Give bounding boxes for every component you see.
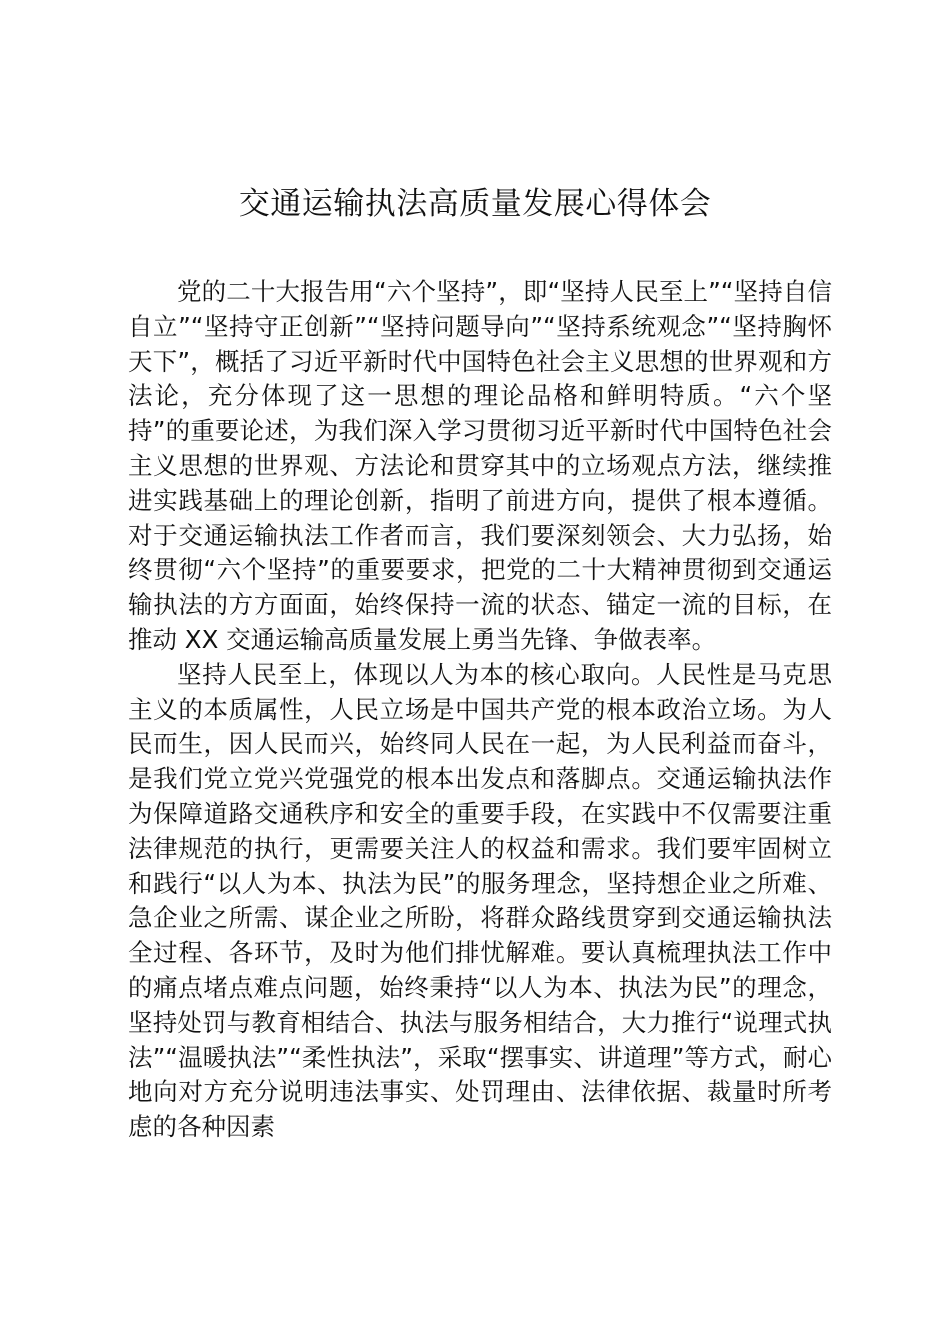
document-body xyxy=(128,275,832,1145)
page-title: 交通运输执法高质量发展心得体会 xyxy=(238,186,712,222)
paragraph-2: 坚持人民至上，体现以人为本的核心取向。人民性是马克思主义的本质属性，人民立场是中国共产党的根本政治立场。为人民而生，因人民而兴，始终同人民在一起，为人民利益而奋斗，是我们党立党兴党强党的根本出发点和落脚点。交通运输执法作为保障道路交通秩序和安全的重要手段，在实践中不仅需要注重法律规范的执行，更需要关注人的权益和需求。我们要牢固树立和践行“以人为本、执法为民”的服务理念，坚持想企业之所难、急企业之所需、谋企业之所盼，将群众路线贯穿到交通运输执法全过程、各环节，及时为他们排忧解难。要认真梳理执法工作中的痛点堵点难点问题，始终秉持“以人为本、执法为民”的理念，坚持处罚与教育相结合、执法与服务相结合，大力推行“说理式执法”“温暖执法”“柔性执法”，采取“摆事实、讲道理”等方式，耐心地向对方充分说明违法事实、处罚理由、法律依据、裁量时所考虑的各种因素 xyxy=(128,659,832,1142)
paragraph-1: 党的二十大报告用“六个坚持”，即“坚持人民至上”“坚持自信自立”“坚持守正创新”“坚持问题导向”“坚持系统观念”“坚持胸怀天下”，概括了习近平新时代中国特色社会主义思想的世界观和方法论，充分体现了这一思想的理论品格和鲜明特质。“六个坚持”的重要论述，为我们深入学习贯彻习近平新时代中国特色社会主义思想的世界观、方法论和贯穿其中的立场观点方法，继续推进实践基础上的理论创新，指明了前进方向，提供了根本遵循。对于交通运输执法工作者而言，我们要深刻领会、大力弘扬，始终贯彻“六个坚持”的重要要求，把党的二十大精神贯彻到交通运输执法的方方面面，始终保持一流的状态、锚定一流的目标，在推动 XX 交通运输高质量发展上勇当先锋、争做表率。 xyxy=(128,277,832,654)
